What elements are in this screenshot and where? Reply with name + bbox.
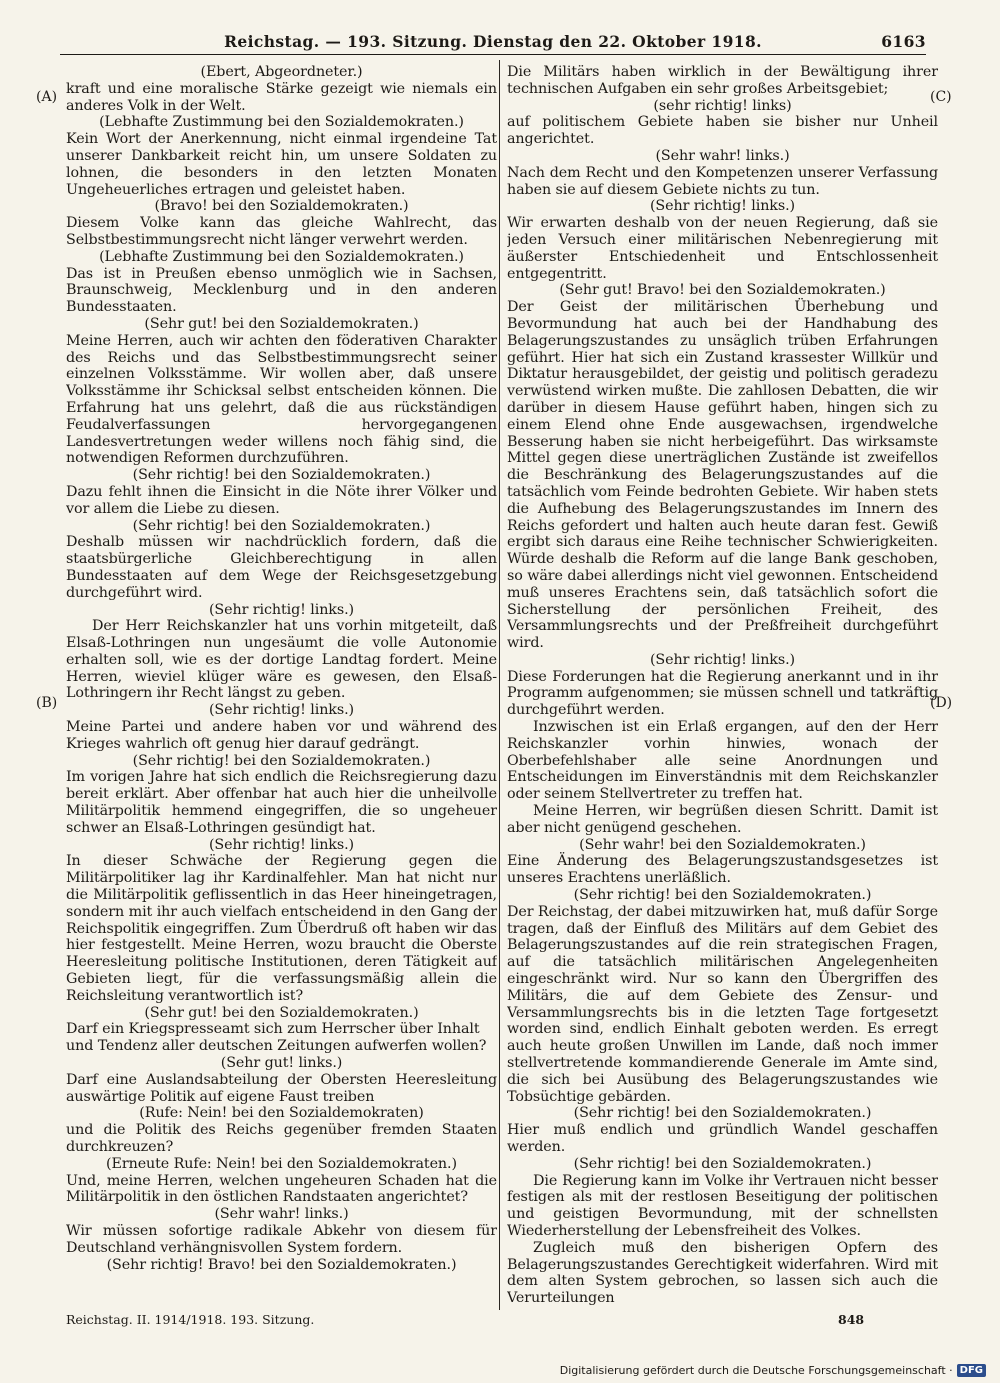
paragraph: Das ist in Preußen ebenso unmöglich wie in Sachsen, Braunschweig, Mecklenburg und in den anderen Bundesstaaten. <box>66 265 497 316</box>
paragraph: In dieser Schwäche der Regierung gegen die Militärpolitiker lag ihr Kardinalfehler. Man hat nicht nur die Militärpolitik geflissentlich in das Heer hineingetragen, sondern mit ihr auch vielfach entscheidend in den Gang der Reichspolitik eingegriffen. Zum Überdruß oft haben wir das hier festgestellt. Meine Herren, wozu braucht die Oberste Heeresleitung politische Institutionen, deren Tätigkeit auf Gebieten liegt, für die verfassungsmäßig allein die Reichsleitung verantwortlich ist? <box>66 853 497 1004</box>
paragraph: Die Militärs haben wirklich in der Bewältigung ihrer technischen Aufgaben ein sehr großes Arbeitsgebiet; <box>507 64 938 97</box>
paragraph: Wir müssen sofortige radikale Abkehr von diesem für Deutschland verhängnisvollen System fordern. <box>66 1222 497 1256</box>
footer-source: Reichstag. II. 1914/1918. 193. Sitzung. <box>66 1312 315 1327</box>
interjection: (Sehr gut! bei den Sozialdemokraten.) <box>144 315 419 332</box>
left-text-column <box>66 64 497 1306</box>
interjection: (Lebhafte Zustimmung bei den Sozialdemokraten.) <box>99 248 464 265</box>
interjection: (Sehr gut! links.) <box>220 1055 343 1072</box>
paragraph: Darf eine Auslandsabteilung der Obersten Heeresleitung auswärtige Politik auf eigene Faust treiben <box>66 1071 497 1105</box>
paragraph: Hier muß endlich und gründlich Wandel geschaffen werden. <box>507 1122 938 1155</box>
paragraph: Darf ein Kriegspresseamt sich zum Herrscher über Inhalt und Tendenz aller deutschen Zeitungen aufwerfen wollen? <box>66 1021 487 1055</box>
page-header <box>60 30 926 55</box>
page-number: 6163 <box>881 32 926 51</box>
header-title: Reichstag. — 193. Sitzung. Dienstag den 22. Oktober 1918. <box>224 32 762 51</box>
paragraph: Nach dem Recht und den Kompetenzen unserer Verfassung haben sie auf diesem Gebiete nichts zu tun. <box>507 164 938 198</box>
interjection: (Sehr gut! bei den Sozialdemokraten.) <box>144 1004 419 1021</box>
footer-sheet-number: 848 <box>838 1312 865 1327</box>
paragraph: Im vorigen Jahre hat sich endlich die Reichsregierung dazu bereit erklärt. Aber offenbar hat auch hier die unheilvolle Militärpolitik hemmend eingegriffen, die so ungeheuer schwer an Elsaß-Lothringen gesündigt hat. <box>66 769 497 836</box>
column-divider <box>499 60 500 1310</box>
interjection: (Sehr richtig! bei den Sozialdemokraten.) <box>573 1105 872 1122</box>
interjection: (Bravo! bei den Sozialdemokraten.) <box>154 198 409 215</box>
dfg-logo: DFG <box>957 1364 986 1377</box>
interjection: (Sehr richtig! Bravo! bei den Sozialdemokraten.) <box>106 1256 457 1273</box>
interjection: (Sehr wahr! links.) <box>655 147 790 164</box>
paragraph: Diese Forderungen hat die Regierung anerkannt und in ihr Programm aufgenommen; sie müssen schnell und tatkräftig durchgeführt werden. <box>507 668 938 719</box>
paragraph: Der Geist der militärischen Überhebung und Bevormundung hat auch bei der Handhabung des Belagerungszustandes zu unsäglich trüben Erfahrungen geführt. Hier hat sich ein Zustand krassester Willkür und Diktatur herausgebildet, der geistig und politisch geradezu verwüstend wirken mußte. Die zahllosen Debatten, die wir darüber in diesem Hause geführt haben, hingen sich zu einem Elend ohne Ende ausgewachsen, irgendwelche Besserung haben sie nicht herbeigeführt. Das wirksamste Mittel gegen diese unerträglichen Zustände ist zweifellos die Beschränkung des Belagerungszustandes auf die tatsächlich vom Feinde bedrohten Gebiete. Wir haben stets die Aufhebung des Belagerungszustandes im Innern des Reichs gefordert und halten auch heute daran fest. Gewiß ergibt sich daraus eine Reihe technischer Schwierigkeiten. Würde deshalb die Reform auf die lange Bank geschoben, so wäre dabei allerdings nicht viel gewonnen. Entscheidend muß unseres Erachtens sein, daß tatsächlich sofort die Sicherstellung der persönlichen Freiheit, des Versammlungsrechts und der Preßfreiheit durchgeführt wird. <box>507 299 938 652</box>
margin-marker-b: (B) <box>36 695 58 711</box>
interjection: (Sehr richtig! bei den Sozialdemokraten.) <box>132 467 431 484</box>
margin-marker-d: (D) <box>930 695 953 711</box>
margin-marker-c: (C) <box>930 89 952 105</box>
paragraph: Die Regierung kann im Volke ihr Vertrauen nicht besser festigen als mit der restlosen Beseitigung der politischen und geistigen Bevormundung, mit der schnellsten Wiederherstellung der Lebensfreiheit des Volkes. <box>507 1172 938 1239</box>
interjection: (Sehr richtig! links.) <box>208 836 355 853</box>
interjection: (Sehr gut! Bravo! bei den Sozialdemokraten.) <box>559 282 886 299</box>
credit-text: Digitalisierung gefördert durch die Deutsche Forschungsgemeinschaft · <box>559 1364 953 1377</box>
interjection: (sehr richtig! links) <box>653 97 792 114</box>
paragraph: Eine Änderung des Belagerungszustandsgesetzes ist unseres Erachtens unerläßlich. <box>507 853 938 887</box>
interjection: (Sehr richtig! links.) <box>208 601 355 618</box>
paragraph: Meine Partei und andere haben vor und während des Krieges wahrlich oft genug hier darauf gedrängt. <box>66 719 497 752</box>
interjection: (Sehr richtig! links.) <box>649 651 796 668</box>
interjection: (Sehr richtig! bei den Sozialdemokraten.) <box>573 1155 872 1172</box>
digitization-credit <box>560 1364 986 1377</box>
interjection: (Lebhafte Zustimmung bei den Sozialdemokraten.) <box>99 114 464 131</box>
paragraph: und die Politik des Reichs gegenüber fremden Staaten durchkreuzen? <box>66 1122 497 1155</box>
interjection: (Sehr wahr! bei den Sozialdemokraten.) <box>579 836 866 853</box>
interjection: (Sehr richtig! bei den Sozialdemokraten.) <box>132 517 431 534</box>
margin-marker-a: (A) <box>36 89 58 105</box>
interjection: (Sehr wahr! links.) <box>214 1206 349 1223</box>
paragraph: auf politischem Gebiete haben sie bisher nur Unheil angerichtet. <box>507 114 938 148</box>
paragraph: Diesem Volke kann das gleiche Wahlrecht, das Selbstbestimmungsrecht nicht länger verwehrt werden. <box>66 215 497 248</box>
interjection: (Erneute Rufe: Nein! bei den Sozialdemokraten.) <box>106 1155 457 1172</box>
paragraph: Kein Wort der Anerkennung, nicht einmal irgendeine Tat unserer Dankbarkeit reicht hin, um unsere Soldaten zu lohnen, die besonders in den letzten Monaten Ungeheuerliches ertragen und geleistet haben. <box>66 131 497 198</box>
paragraph: Wir erwarten deshalb von der neuen Regierung, daß sie jeden Versuch einer militärischen Nebenregierung mit äußerster Entschiedenheit und Entschlossenheit entgegentritt. <box>507 215 938 282</box>
interjection: (Sehr richtig! bei den Sozialdemokraten.) <box>132 752 431 769</box>
paragraph: Deshalb müssen wir nachdrücklich fordern, daß die staatsbürgerliche Gleichberechtigung in allen Bundesstaaten auf dem Wege der Reichsgesetzgebung durchgeführt wird. <box>66 534 497 601</box>
paragraph: Und, meine Herren, welchen ungeheuren Schaden hat die Militärpolitik in den östlichen Randstaaten angerichtet? <box>66 1172 497 1206</box>
paragraph: kraft und eine moralische Stärke gezeigt wie niemals ein anderes Volk in der Welt. <box>66 80 497 114</box>
right-text-column <box>507 64 938 1306</box>
paragraph: Meine Herren, wir begrüßen diesen Schritt. Damit ist aber nicht genügend geschehen. <box>507 803 938 836</box>
paragraph: Meine Herren, auch wir achten den föderativen Charakter des Reichs und das Selbstbestimmungsrecht seiner einzelnen Volksstämme. Wir wollen aber, daß unsere Volksstämme ihr Schicksal selbst entscheiden können. Die Erfahrung hat uns gelehrt, daß die aus rückständigen Feudalverfassungen hervorgegangenen Landesvertretungen weder willens noch fähig sind, die notwendigen Reformen durchzuführen. <box>66 332 497 467</box>
interjection: (Rufe: Nein! bei den Sozialdemokraten) <box>139 1105 424 1122</box>
interjection: (Sehr richtig! bei den Sozialdemokraten.) <box>573 887 872 904</box>
paragraph: Zugleich muß den bisherigen Opfern des Belagerungszustandes Gerechtigkeit widerfahren. Wird mit dem alten System gebrochen, so lassen sich auch die Verurteilungen <box>507 1239 938 1306</box>
interjection: (Sehr richtig! links.) <box>208 702 355 719</box>
paragraph: Inzwischen ist ein Erlaß ergangen, auf den der Herr Reichskanzler vorhin hinwies, wonach der Oberbefehlshaber alle seine Anordnungen und Entscheidungen im Einverständnis mit dem Reichskanzler oder seinem Stellvertreter zu treffen hat. <box>507 719 938 803</box>
interjection: (Sehr richtig! links.) <box>649 198 796 215</box>
interjection: (Ebert, Abgeordneter.) <box>200 64 363 80</box>
paragraph: Dazu fehlt ihnen die Einsicht in die Nöte ihrer Völker und vor allem die Liebe zu diesen. <box>66 483 497 517</box>
paragraph: Der Herr Reichskanzler hat uns vorhin mitgeteilt, daß Elsaß-Lothringen nun ungesäumt die volle Autonomie erhalten soll, wie es der dortige Landtag fordert. Meine Herren, wieviel klüger wäre es gewesen, den Elsaß-Lothringern ihr Recht längst zu geben. <box>66 618 497 702</box>
paragraph: Der Reichstag, der dabei mitzuwirken hat, muß dafür Sorge tragen, daß der Einfluß des Militärs auf dem Gebiet des Belagerungszustandes auf die rein strategischen Fragen, auf die tatsächlich militärischen Angelegenheiten eingeschränkt wird. Nur so kann den Übergriffen des Militärs, die auf dem Gebiete des Zensur- und Versammlungsrechts bis in die letzten Tage fortgesetzt worden sind, endlich Einhalt geboten werden. Es erregt auch heute großen Unwillen im Lande, daß noch immer stellvertretende kommandierende Generale im Amte sind, die sich bei Ausübung des Belagerungszustandes wie Tobsüchtige gebärden. <box>507 903 938 1105</box>
